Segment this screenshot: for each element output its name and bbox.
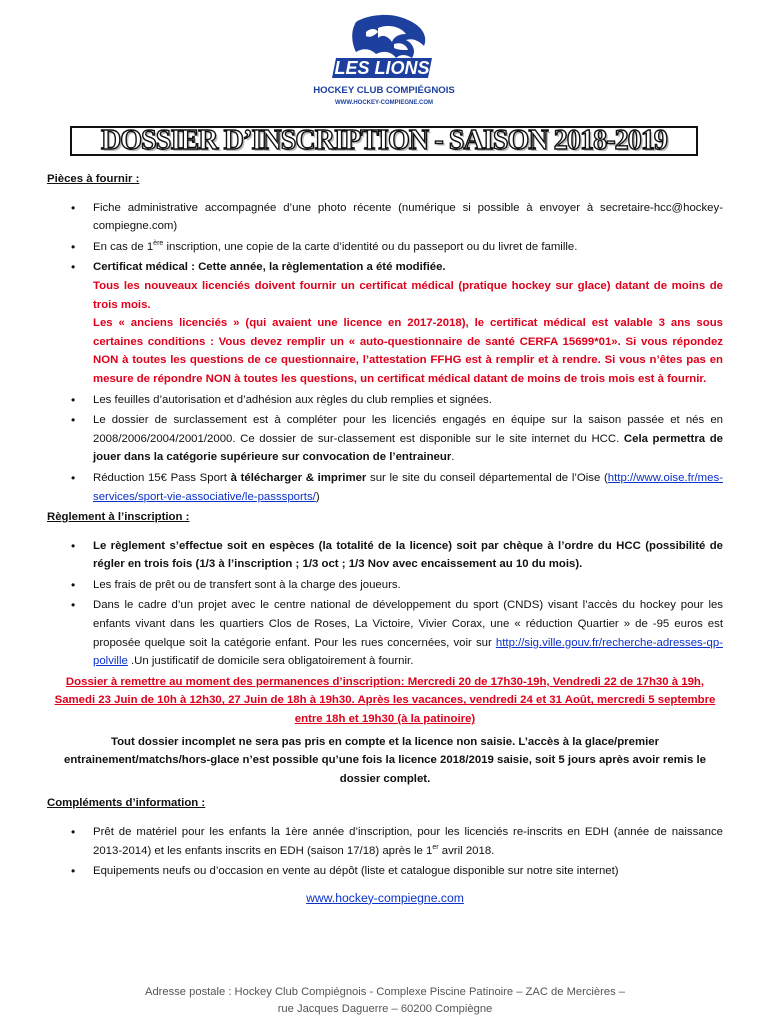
item-text: .	[451, 451, 455, 464]
reglement-list	[47, 537, 723, 671]
list-item	[47, 862, 723, 881]
item-bold-text: Cela permettra de jouer dans la catégorie supérieure sur convocation de l’entraineur	[93, 432, 723, 464]
list-item	[47, 469, 723, 506]
list-item	[47, 238, 723, 257]
superscript: ère	[153, 239, 164, 247]
complements-list	[47, 823, 723, 881]
item-text: )	[315, 490, 320, 503]
pieces-list	[47, 199, 723, 507]
item-text: inscription, une copie de la carte d’identité ou du passeport ou du livret de famille.	[163, 240, 578, 253]
list-item	[47, 576, 723, 595]
item-bold-text: à télécharger & imprimer	[230, 471, 367, 484]
club-logo	[296, 14, 472, 110]
list-item	[47, 199, 723, 236]
document-title: DOSSIER D’INSCRIPTION - SAISON 2018-2019	[70, 126, 698, 156]
logo-url: WWW.HOCKEY-COMPIEGNE.COM	[335, 100, 433, 106]
address-line-2: rue Jacques Daguerre – 60200 Compiègne	[277, 1003, 493, 1015]
item-text: sur le site du conseil départemental de l’Oise (	[366, 471, 608, 484]
section-heading-reglement: Règlement à l’inscription :	[47, 511, 190, 524]
item-text: En cas de 1	[93, 240, 154, 253]
logo-club: HOCKEY CLUB COMPIÉGNOIS	[313, 85, 455, 96]
website-row	[47, 889, 723, 908]
item-text: Réduction 15€ Pass Sport	[93, 471, 231, 484]
section-heading-pieces: Pièces à fournir :	[47, 173, 140, 185]
item-text: Dans le cadre d’un projet avec le centre national de développement du sport (CNDS) visant l’accès du hockey pour les enfants vivant dans les quartiers Clos de Roses, La Victoire, Vivier Corax, une « réduction Quartier » de -95 euros est proposée quelque soit la catégorie enfant. Pour les rues concernées, voir sur	[93, 599, 723, 649]
item-text: avril 2018.	[438, 844, 495, 857]
logo-name: LES LIONS	[334, 58, 430, 78]
deadline-notice: Dossier à remettre au moment des permanences d’inscription: Mercredi 20 de 17h30-19h, Vendredi 22 de 17h30 à 19h, Samedi 23 Juin de 10h à 12h30, 27 Juin de 18h à 19h30. Après les vacances, vendredi 24 et 31 Août, mercredi 5 septembre entre 18h et 19h30 (à la patinoire)	[54, 675, 716, 726]
sig-ville-link[interactable]: http://sig.ville.gouv.fr/recherche-adresses-qp-polville	[93, 636, 723, 668]
medical-new-members: Tous les nouveaux licenciés doivent fournir un certificat médical (pratique hockey sur glace) datant de moins de trois mois.	[93, 279, 723, 311]
postal-address	[60, 984, 710, 1018]
list-item	[47, 391, 723, 410]
website-link[interactable]: www.hockey-compiegne.com	[306, 890, 464, 905]
list-item-medical	[47, 258, 723, 388]
item-text: .Un justificatif de domicile sera obligatoirement à fournir.	[127, 655, 414, 668]
item-text: Le règlement s’effectue soit en espèces (la totalité de la licence) soit par chèque à l’ordre du HCC (possibilité de régler en trois fois (1/3 à l’inscription ; 1/3 oct ; 1/3 Nov avec encaissement au 10 du mois).	[93, 539, 723, 571]
list-item	[47, 537, 723, 574]
list-item	[47, 823, 723, 860]
lion-emblem-icon	[296, 14, 472, 110]
item-text: Prêt de matériel pour les enfants la 1ère année d’inscription, pour les licenciés re-inscrits en EDH (année de naissance 2013-2014) et les enfants inscrits en EDH (saison 17/18) après le 1	[93, 826, 723, 857]
list-item	[47, 596, 723, 670]
item-text: Fiche administrative accompagnée d’une photo récente (numérique si possible à envoyer à secretaire-hcc@hockey-compiegne.com)	[93, 201, 723, 233]
list-item	[47, 411, 723, 467]
incomplete-warning: Tout dossier incomplet ne sera pas pris en compte et la licence non saisie. L’accès à la glace/premier entrainement/matchs/hors-glace n’est possible qu’une fois la licence 2018/2019 saisie, soit 5 jours après avoir remis le dossier complet.	[64, 735, 706, 785]
oise-pass-sport-link[interactable]: http://www.oise.fr/mes-services/sport-vie-associative/le-passsports/	[93, 471, 723, 503]
medical-heading: Certificat médical : Cette année, la règlementation a été modifiée.	[93, 261, 446, 274]
item-text: Les feuilles d’autorisation et d’adhésion aux règles du club remplies et signées.	[93, 393, 492, 406]
superscript: er	[432, 843, 439, 851]
section-heading-complements: Compléments d’information :	[47, 797, 206, 810]
document-body	[47, 170, 723, 907]
address-line-1: Adresse postale : Hockey Club Compiégnois - Complexe Piscine Patinoire – ZAC de Mercières –	[144, 986, 626, 998]
medical-former-members: Les « anciens licenciés » (qui avaient une licence en 2017-2018), le certificat médical est valable 3 ans sous certaines conditions : Vous devez remplir un « auto-questionnaire de santé CERFA 15699*01». Si vous répondez NON à toutes les questions de ce questionnaire, l’attestation FFHG est à remplir et à rendre. Si vous n’êtes pas en mesure de répondre NON à toutes les questions, un certificat médical datant de moins de trois mois est à fournir.	[93, 317, 723, 385]
item-text: Equipements neufs ou d’occasion en vente au dépôt (liste et catalogue disponible sur notre site internet)	[93, 865, 619, 878]
item-text: Le dossier de surclassement est à compléter pour les licenciés engagés en équipe sur la saison passée et nés en 2008/2006/2004/2001/2000. Ce dossier de sur-classement est disponible sur le site internet du HCC.	[93, 414, 723, 445]
item-text: Les frais de prêt ou de transfert sont à la charge des joueurs.	[93, 578, 401, 591]
